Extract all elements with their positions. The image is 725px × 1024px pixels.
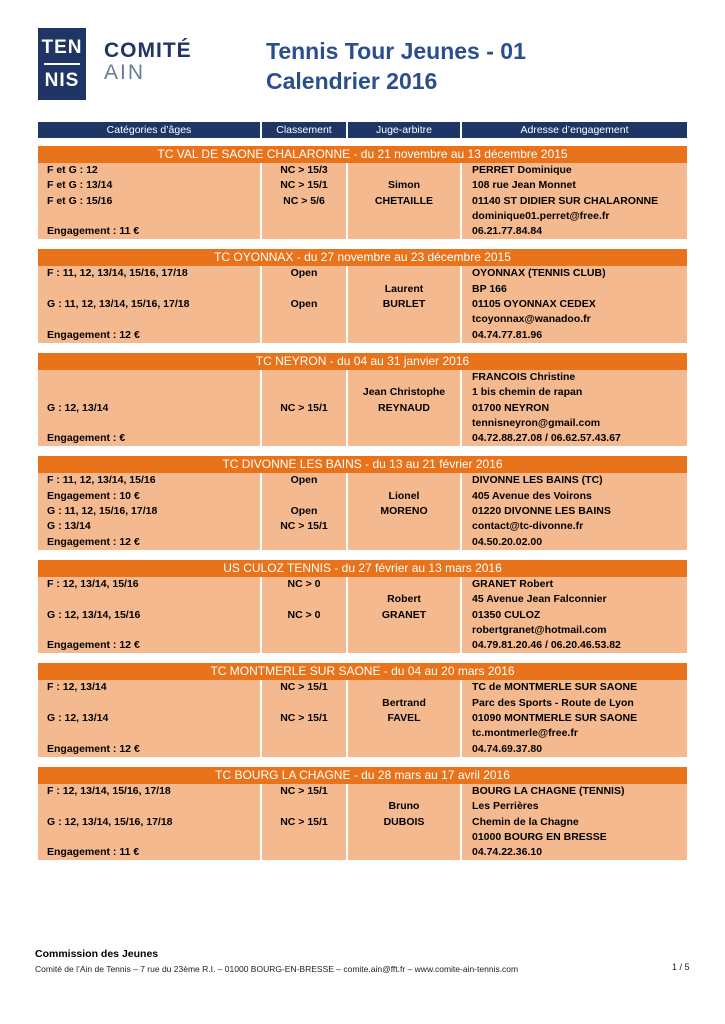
address-line: 04.50.20.02.00 — [472, 535, 543, 548]
classement-line — [262, 385, 346, 400]
logo-ain: AIN — [104, 61, 146, 84]
referee-line: Lionel — [388, 489, 420, 502]
column-classement — [262, 370, 348, 446]
classement-line — [262, 416, 346, 431]
referee-line — [348, 577, 460, 592]
column-adresse — [462, 784, 687, 860]
column-juge — [348, 370, 462, 446]
classement-line — [262, 623, 346, 638]
category-line: G : 12, 13/14 — [47, 712, 109, 725]
address-line: BOURG LA CHAGNE (TENNIS) — [472, 784, 625, 797]
logo-mark-top: TEN — [41, 37, 83, 58]
category-line: Engagement : 12 € — [47, 328, 140, 341]
category-line: F : 11, 12, 13/14, 15/16 — [47, 474, 156, 487]
address-line: 04.72.88.27.08 / 06.62.57.43.67 — [472, 432, 621, 445]
address-line: GRANET Robert — [472, 577, 554, 590]
classement-line — [262, 830, 346, 845]
classement-line: NC > 15/1 — [280, 681, 328, 694]
address-line: OYONNAX (TENNIS CLUB) — [472, 267, 606, 280]
category-line — [47, 385, 260, 400]
classement-line — [262, 742, 346, 757]
column-adresse — [462, 266, 687, 342]
referee-line: Bruno — [388, 800, 420, 813]
column-juge — [348, 784, 462, 860]
footer-address: Comité de l’Ain de Tennis – 7 rue du 23ème R.I. – 01000 BOURG-EN-BRESSE – comite.ain@fft.fr – www.comite-ain-tennis.com — [35, 964, 519, 974]
referee-line — [348, 623, 460, 638]
address-line: tcoyonnax@wanadoo.fr — [472, 313, 591, 326]
address-line: 04.74.77.81.96 — [472, 328, 543, 341]
column-adresse — [462, 680, 687, 756]
column-classement — [262, 163, 348, 239]
category-line: Engagement : 11 € — [47, 225, 140, 238]
category-line: Engagement : 12 € — [47, 639, 140, 652]
address-line: tc.montmerle@free.fr — [472, 727, 578, 740]
address-line: 405 Avenue des Voirons — [472, 489, 592, 502]
logo-divider — [44, 63, 80, 65]
classement-line — [262, 696, 346, 711]
logo-text — [104, 40, 192, 84]
category-line: G : 11, 12, 13/14, 15/16, 17/18 — [47, 298, 190, 311]
category-line: F et G : 13/14 — [47, 179, 113, 192]
column-header-classement: Classement — [262, 122, 348, 138]
address-line: 04.74.69.37.80 — [472, 742, 543, 755]
classement-line — [262, 312, 346, 327]
column-categories — [38, 577, 262, 653]
column-juge — [348, 680, 462, 756]
classement-line — [262, 282, 346, 297]
referee-line: DUBOIS — [383, 815, 425, 828]
address-line: contact@tc-divonne.fr — [472, 520, 584, 533]
category-line — [47, 282, 260, 297]
address-line: 06.21.77.84.84 — [472, 225, 543, 238]
address-line: dominique01.perret@free.fr — [472, 209, 610, 222]
address-line: 01220 DIVONNE LES BAINS — [472, 505, 611, 518]
classement-line — [262, 638, 346, 653]
classement-line — [262, 224, 346, 239]
classement-line: Open — [290, 267, 318, 280]
category-line — [47, 370, 260, 385]
column-classement — [262, 680, 348, 756]
referee-line — [348, 328, 460, 343]
referee-line: Laurent — [384, 282, 424, 295]
classement-line — [262, 489, 346, 504]
referee-line — [348, 726, 460, 741]
tournament-section — [38, 353, 687, 446]
footer — [35, 948, 518, 974]
referee-line — [348, 266, 460, 281]
referee-line: CHETAILLE — [374, 194, 434, 207]
classement-line: Open — [290, 474, 318, 487]
tournament-header: TC MONTMERLE SUR SAONE - du 04 au 20 mars 2016 — [38, 663, 687, 680]
column-classement — [262, 577, 348, 653]
classement-line: NC > 15/1 — [280, 784, 328, 797]
column-header-juge: Juge-arbitre — [348, 122, 462, 138]
referee-line: REYNAUD — [378, 401, 430, 414]
category-line: F : 11, 12, 13/14, 15/16, 17/18 — [47, 267, 188, 280]
address-line: 01350 CULOZ — [472, 608, 541, 621]
page-number: 1 / 5 — [672, 962, 690, 972]
classement-line — [262, 535, 346, 550]
referee-line — [348, 370, 460, 385]
address-line: DIVONNE LES BAINS (TC) — [472, 474, 603, 487]
tournament-header: TC BOURG LA CHAGNE - du 28 mars au 17 avril 2016 — [38, 767, 687, 784]
classement-line — [262, 726, 346, 741]
address-line: 01140 ST DIDIER SUR CHALARONNE — [472, 194, 659, 207]
table-header — [38, 122, 687, 138]
referee-line — [348, 163, 460, 178]
category-line: Engagement : 11 € — [47, 846, 140, 859]
column-categories — [38, 473, 262, 549]
address-line: 01090 MONTMERLE SUR SAONE — [472, 712, 638, 725]
address-line: PERRET Dominique — [472, 164, 572, 176]
tournament-body — [38, 266, 687, 342]
category-line: Engagement : 12 € — [47, 742, 140, 755]
referee-line — [348, 473, 460, 488]
address-line: Les Perrières — [472, 800, 539, 813]
category-line: F : 12, 13/14, 15/16, 17/18 — [47, 784, 171, 797]
footer-title: Commission des Jeunes — [35, 948, 159, 960]
tournament-header: TC NEYRON - du 04 au 31 janvier 2016 — [38, 353, 687, 370]
tournament-body — [38, 163, 687, 239]
referee-line — [348, 680, 460, 695]
address-line: TC de MONTMERLE SUR SAONE — [472, 681, 638, 694]
address-line: FRANCOIS Christine — [472, 370, 576, 383]
referee-line: Simon — [387, 179, 421, 192]
referee-line — [348, 209, 460, 224]
column-header-adresse: Adresse d’engagement — [462, 122, 687, 138]
category-line: Engagement : 10 € — [47, 489, 140, 502]
category-line: Engagement : € — [47, 432, 126, 445]
column-categories — [38, 266, 262, 342]
column-adresse — [462, 370, 687, 446]
classement-line: NC > 15/1 — [280, 179, 328, 192]
tournament-body — [38, 680, 687, 756]
classement-line: NC > 5/6 — [283, 194, 325, 207]
referee-line — [348, 431, 460, 446]
tournament-section — [38, 249, 687, 342]
classement-line — [262, 209, 346, 224]
column-categories — [38, 680, 262, 756]
address-line: tennisneyron@gmail.com — [472, 416, 601, 429]
category-line — [47, 830, 260, 845]
category-line — [47, 312, 260, 327]
referee-line: MORENO — [380, 505, 428, 518]
page-title-line2: Calendrier 2016 — [266, 68, 438, 94]
column-categories — [38, 370, 262, 446]
tournament-header: US CULOZ TENNIS - du 27 février au 13 mars 2016 — [38, 560, 687, 577]
tournament-section — [38, 663, 687, 756]
referee-line — [348, 535, 460, 550]
tournament-section — [38, 767, 687, 860]
category-line: G : 11, 12, 15/16, 17/18 — [47, 505, 158, 518]
column-adresse — [462, 577, 687, 653]
tournament-section — [38, 146, 687, 239]
column-juge — [348, 473, 462, 549]
logo-mark-bottom: NIS — [44, 70, 80, 91]
category-line — [47, 623, 260, 638]
category-line: G : 12, 13/14, 15/16 — [47, 608, 141, 621]
referee-line: Bertrand — [382, 696, 426, 709]
column-juge — [348, 163, 462, 239]
address-line: 45 Avenue Jean Falconnier — [472, 593, 607, 606]
classement-line: Open — [290, 298, 318, 311]
column-juge — [348, 577, 462, 653]
category-line — [47, 799, 260, 814]
category-line: Engagement : 12 € — [47, 535, 140, 548]
referee-line: Robert — [387, 593, 421, 606]
tournament-body — [38, 784, 687, 860]
category-line: G : 12, 13/14, 15/16, 17/18 — [47, 815, 173, 828]
referee-line — [348, 224, 460, 239]
column-juge — [348, 266, 462, 342]
referee-line — [348, 312, 460, 327]
category-line: G : 12, 13/14 — [47, 401, 109, 414]
address-line: 108 rue Jean Monnet — [472, 179, 576, 192]
referee-line: BURLET — [382, 298, 426, 311]
tournament-body — [38, 473, 687, 549]
column-header-categories: Catégories d’âges — [38, 122, 262, 138]
tournament-header: TC OYONNAX - du 27 novembre au 23 décembre 2015 — [38, 249, 687, 266]
category-line — [47, 696, 260, 711]
category-line — [47, 209, 260, 224]
classement-line: NC > 0 — [287, 608, 321, 621]
classement-line: NC > 15/3 — [280, 164, 328, 176]
category-line — [47, 726, 260, 741]
logo — [38, 28, 192, 100]
column-adresse — [462, 473, 687, 549]
page-title — [266, 36, 526, 96]
page-title-line1: Tennis Tour Jeunes - 01 — [266, 38, 526, 64]
tournament-section — [38, 456, 687, 549]
address-line: Chemin de la Chagne — [472, 815, 579, 828]
category-line — [47, 592, 260, 607]
referee-line — [348, 416, 460, 431]
category-line: G : 13/14 — [47, 520, 91, 533]
address-line: BP 166 — [472, 282, 507, 295]
classement-line: NC > 15/1 — [280, 401, 328, 414]
classement-line: NC > 15/1 — [280, 712, 328, 725]
address-line: robertgranet@hotmail.com — [472, 623, 607, 636]
referee-line — [348, 638, 460, 653]
tournament-body — [38, 577, 687, 653]
tournament-table — [38, 146, 687, 870]
classement-line — [262, 799, 346, 814]
referee-line — [348, 742, 460, 757]
classement-line — [262, 431, 346, 446]
column-categories — [38, 163, 262, 239]
classement-line — [262, 370, 346, 385]
column-adresse — [462, 163, 687, 239]
column-classement — [262, 473, 348, 549]
category-line: F et G : 12 — [47, 164, 98, 176]
referee-line — [348, 519, 460, 534]
column-classement — [262, 784, 348, 860]
address-line: 04.74.22.36.10 — [472, 846, 543, 859]
column-classement — [262, 266, 348, 342]
category-line: F : 12, 13/14, 15/16 — [47, 577, 139, 590]
tournament-section — [38, 560, 687, 653]
classement-line: NC > 0 — [287, 577, 321, 590]
referee-line: Jean Christophe — [362, 386, 446, 399]
address-line: 01105 OYONNAX CEDEX — [472, 298, 596, 311]
classement-line: NC > 15/1 — [280, 815, 328, 828]
classement-line: NC > 15/1 — [280, 520, 328, 533]
classement-line — [262, 845, 346, 860]
address-line: 01000 BOURG EN BRESSE — [472, 830, 607, 843]
address-line: 04.79.81.20.46 / 06.20.46.53.82 — [472, 639, 621, 652]
classement-line: Open — [290, 505, 318, 518]
referee-line — [348, 830, 460, 845]
logo-mark — [38, 28, 86, 100]
tournament-header: TC DIVONNE LES BAINS - du 13 au 21 février 2016 — [38, 456, 687, 473]
column-categories — [38, 784, 262, 860]
category-line — [47, 416, 260, 431]
category-line: F et G : 15/16 — [47, 194, 113, 207]
referee-line — [348, 784, 460, 799]
referee-line — [348, 845, 460, 860]
address-line: Parc des Sports - Route de Lyon — [472, 696, 634, 709]
tournament-header: TC VAL DE SAONE CHALARONNE - du 21 novembre au 13 décembre 2015 — [38, 146, 687, 163]
address-line: 01700 NEYRON — [472, 401, 550, 414]
tournament-body — [38, 370, 687, 446]
classement-line — [262, 592, 346, 607]
referee-line: FAVEL — [387, 712, 421, 725]
address-line: 1 bis chemin de rapan — [472, 386, 583, 399]
referee-line: GRANET — [381, 608, 427, 621]
classement-line — [262, 328, 346, 343]
category-line: F : 12, 13/14 — [47, 681, 107, 694]
logo-comite: COMITÉ — [104, 39, 192, 62]
